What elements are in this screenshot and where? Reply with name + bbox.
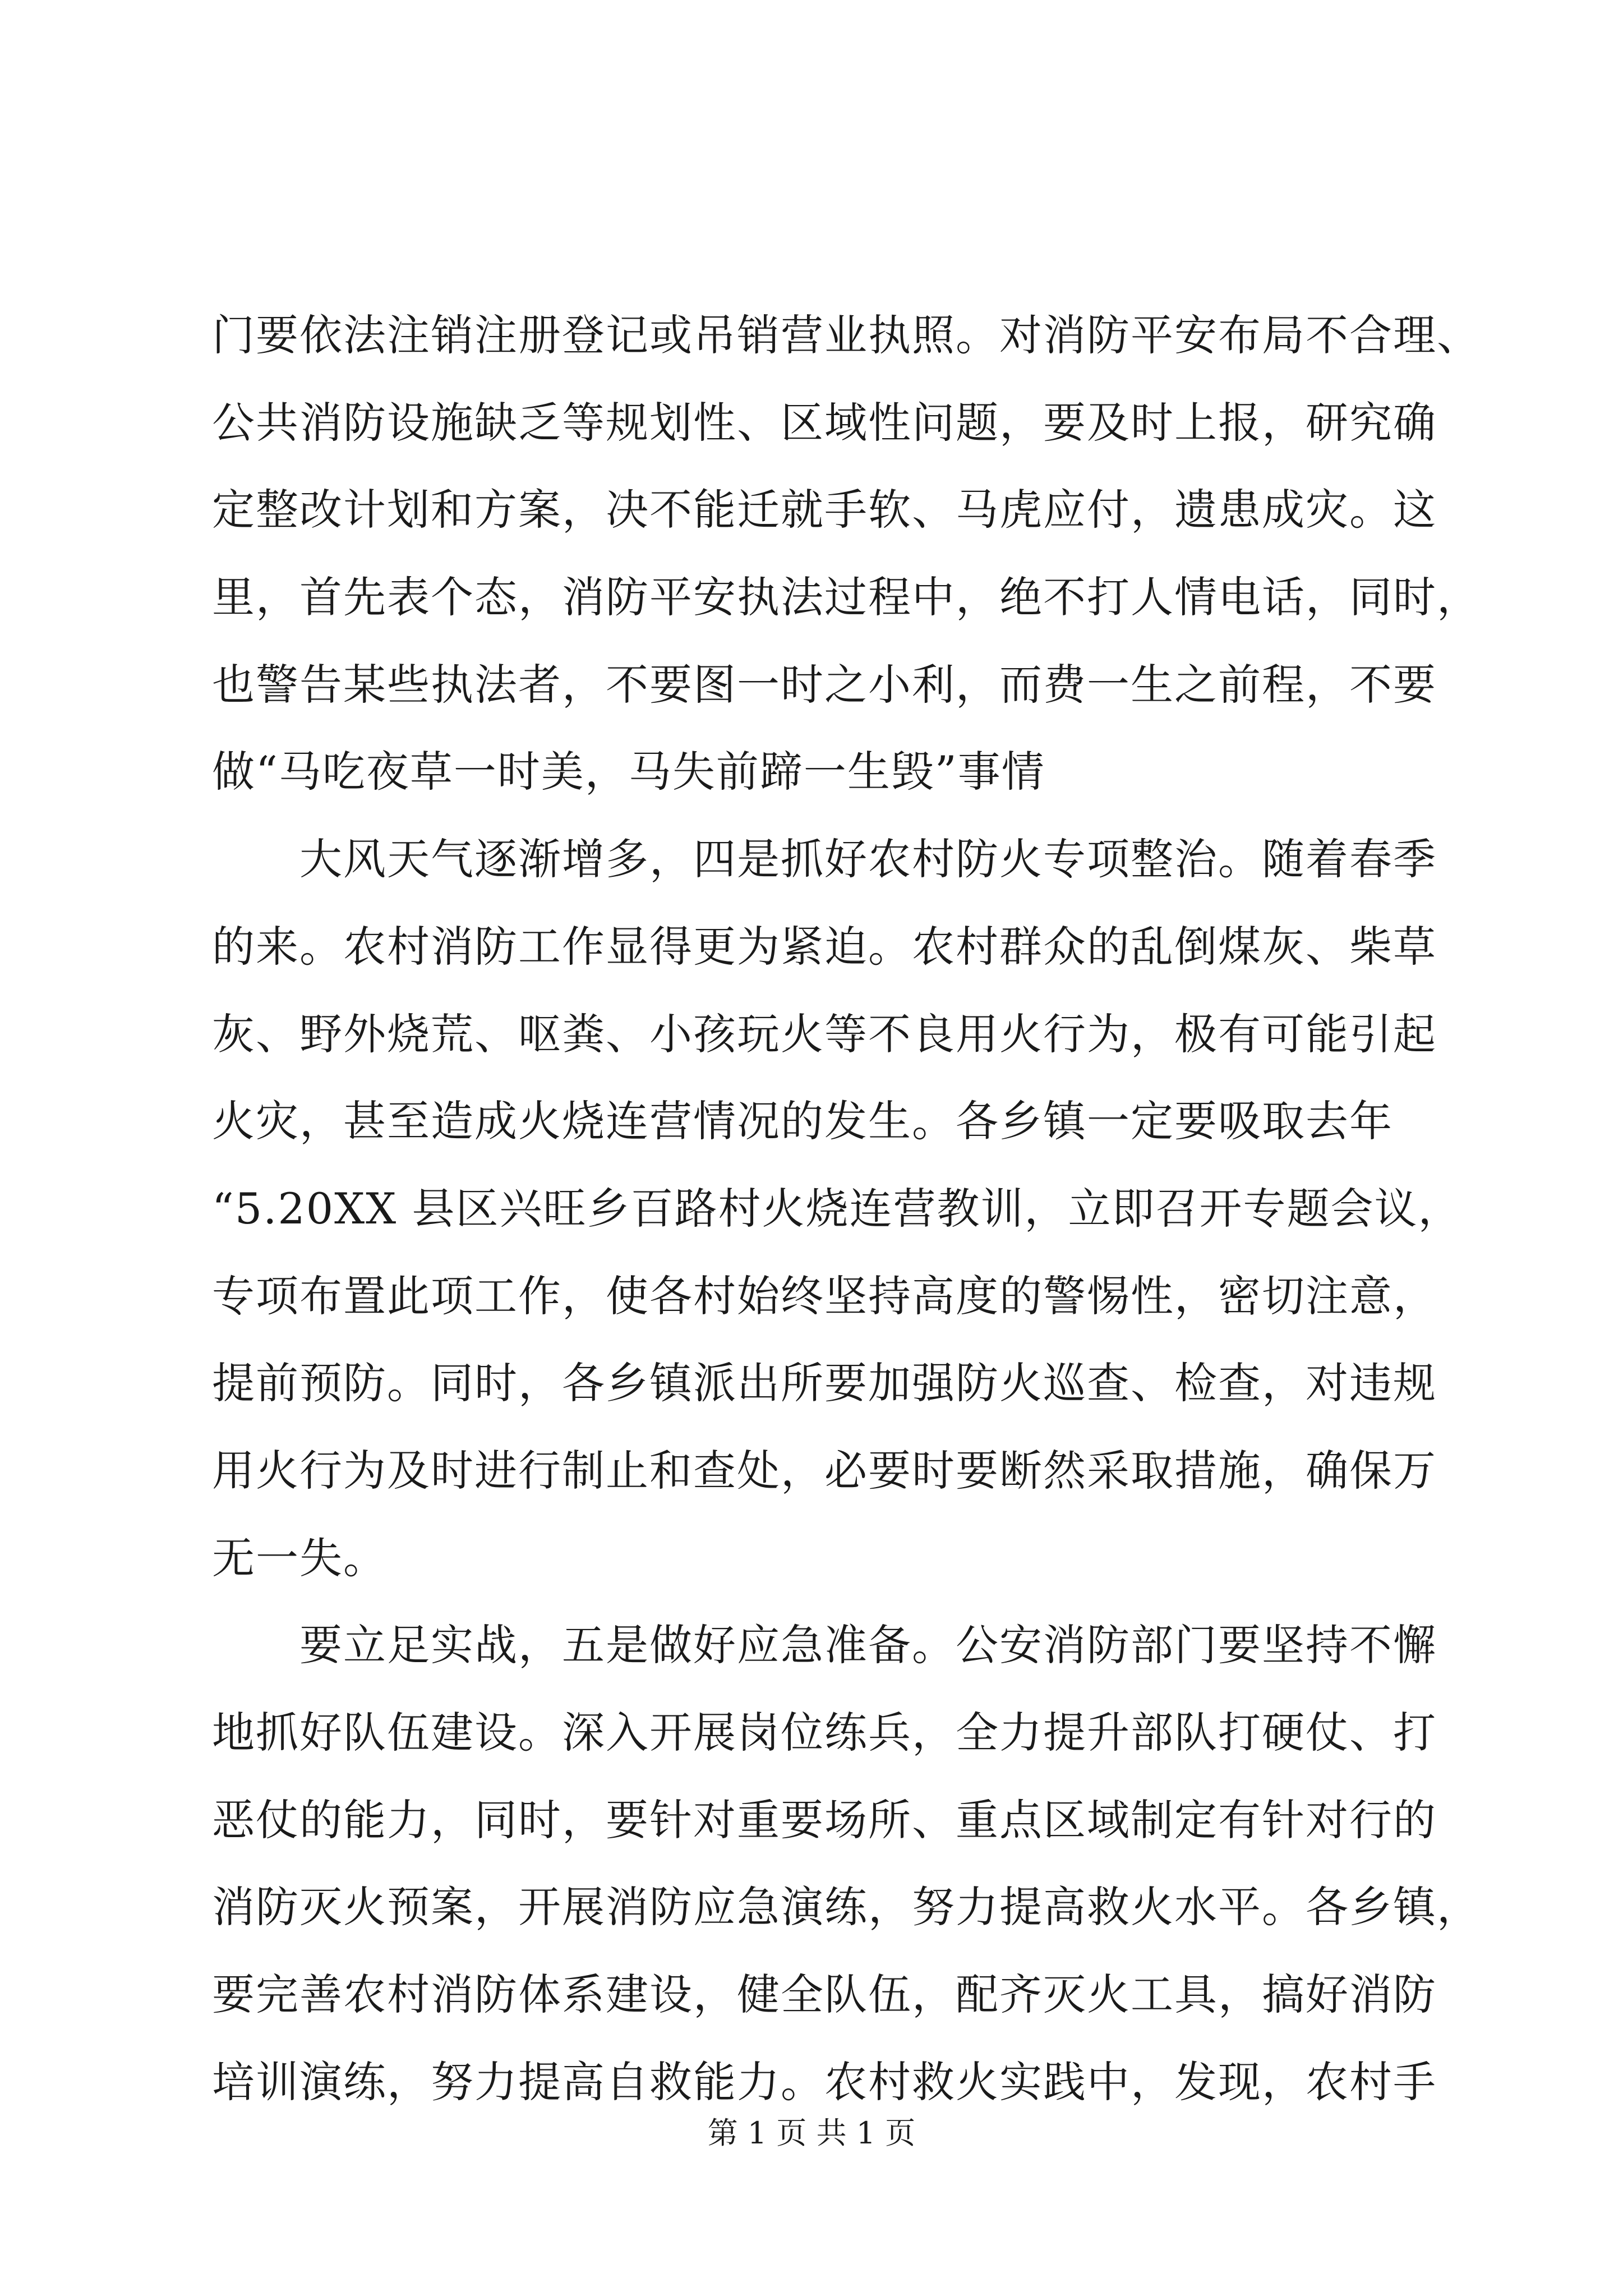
text-line: 提前预防。同时，各乡镇派出所要加强防火巡查、检查，对违规 — [212, 1358, 1437, 1409]
text-line: 也警告某些执法者，不要图一时之小利，而费一生之前程，不要 — [212, 659, 1437, 710]
text-line: 消防灭火预案，开展消防应急演练，努力提高救火水平。各乡镇， — [212, 1882, 1481, 1932]
text-line: 要完善农村消防体系建设，健全队伍，配齐灭火工具，搞好消防 — [212, 1970, 1437, 2020]
text-line: 里，首先表个态，消防平安执法过程中，绝不打人情电话，同时， — [212, 572, 1481, 623]
text-line: 无一失。 — [212, 1533, 387, 1583]
text-line: 门要依法注销注册登记或吊销营业执照。对消防平安布局不合理、 — [212, 310, 1481, 360]
document-body — [212, 292, 1481, 2125]
text-line: 专项布置此项工作，使各村始终坚持高度的警惕性，密切注意， — [212, 1271, 1437, 1321]
text-line: 灰、野外烧荒、呕粪、小孩玩火等不良用火行为，极有可能引起 — [212, 1009, 1437, 1059]
text-line: 公共消防设施缺乏等规划性、区域性问题，要及时上报，研究确 — [212, 397, 1437, 448]
text-line: 用火行为及时进行制止和查处，必要时要断然采取措施，确保万 — [212, 1445, 1437, 1496]
text-line: 恶仗的能力，同时，要针对重要场所、重点区域制定有针对行的 — [212, 1795, 1437, 1845]
page-footer: 第 1 页 共 1 页 — [707, 2115, 916, 2151]
text-line: “5.20XX 县区兴旺乡百路村火烧连营教训，立即召开专题会议， — [212, 1183, 1462, 1234]
text-line: 大风天气逐渐增多，四是抓好农村防火专项整治。随着春季 — [212, 834, 1437, 885]
text-line: 要立足实战，五是做好应急准备。公安消防部门要坚持不懈 — [212, 1620, 1437, 1671]
text-line: 地抓好队伍建设。深入开展岗位练兵，全力提升部队打硬仗、打 — [212, 1708, 1437, 1757]
text-line: 的来。农村消防工作显得更为紧迫。农村群众的乱倒煤灰、柴草 — [212, 921, 1437, 972]
text-line: 做“马吃夜草一时美，马失前蹄一生毁”事情 — [212, 747, 1045, 797]
text-line: 火灾，甚至造成火烧连营情况的发生。各乡镇一定要吸取去年 — [212, 1096, 1393, 1147]
text-line: 定整改计划和方案，决不能迁就手软、马虎应付，遗患成灾。这 — [212, 485, 1437, 535]
text-line: 培训演练，努力提高自救能力。农村救火实践中，发现，农村手 — [212, 2056, 1437, 2107]
